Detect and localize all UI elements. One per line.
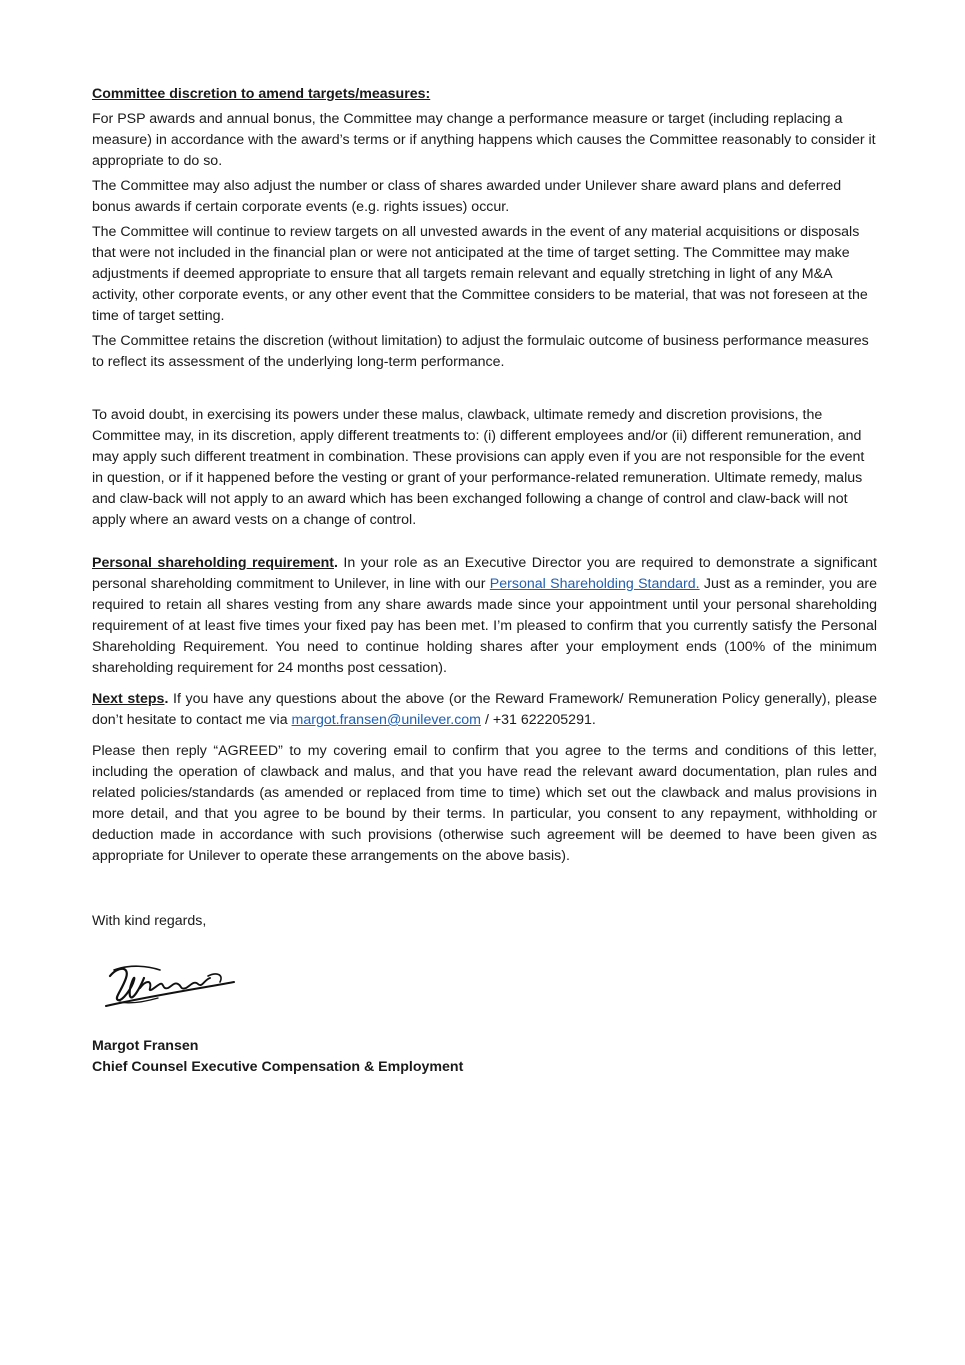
next-steps-label: Next steps (92, 691, 165, 707)
discretion-paragraph-3: The Committee will continue to review targets on all unvested awards in the event of any material acquisitions or disposals that were not included in the financial plan or were not anticipated at the time of target setting. The Committee may make adjustments if deemed appropriate to ensure that all targets remain relevant and equally stretching in light of any M&A activity, other corporate events, or any other event that the Committee considers to be material, that was not foreseen at the time of target setting. (92, 224, 868, 324)
shareholding-label-dot: . (333, 555, 338, 571)
letter-page (92, 84, 877, 1078)
email-link[interactable]: margot.fransen@unilever.com (291, 712, 481, 728)
agreement-paragraph: Please then reply “AGREED” to my covering email to confirm that you agree to the terms and conditions of this letter, including the operation of clawback and malus, and that you have read the relevant award documentation, plan rules and related policies/standards (as amended or replaced from time to time) which set out the clawback and malus provisions in more detail, and that you agree to be bound by their terms. In particular, you consent to any repayment, withholding or deduction made in accordance with such provisions (otherwise such agreement will be deemed to have been given as appropriate for Unilever to operate these arrangements on the above basis). (92, 743, 877, 864)
personal-shareholding-standard-link[interactable]: Personal Shareholding Standard. (489, 576, 700, 592)
avoid-doubt-paragraph: To avoid doubt, in exercising its powers under these malus, clawback, ultimate remedy and discretion provisions, the Committee may, in its discretion, apply different treatments to: (i) different employees and/or (ii) different remuneration, and may apply such different treatment in combination. These provisions can apply even if you are not responsible for the event in question, or if it happened before the vesting or grant of your performance-related remuneration. Ultimate remedy, malus and claw-back will not apply to an award which has been exchanged following a change of control and claw-back will not apply where an award vests on a change of control. (92, 407, 865, 528)
shareholding-text-after-link: Just as a reminder, you are required to retain all shares vesting from any share awards made since your appointment until your personal shareholding requirement of at least five times your fixed pay has been met. I’m pleased to confirm that you currently satisfy the Personal Shareholding Requirement. You need to continue holding shares after your employment ends (100% of the minimum shareholding requirement for 24 months post cessation). (92, 576, 877, 676)
discretion-heading: Committee discretion to amend targets/measures: (92, 86, 431, 102)
shareholding-label: Personal shareholding requirement (92, 555, 334, 571)
signatory-title: Chief Counsel Executive Compensation & Employment (92, 1059, 464, 1075)
spacer (92, 377, 877, 405)
signature-image (100, 958, 240, 1014)
signature (100, 958, 240, 1014)
next-steps-text-before-email: If you have any questions about the above (or the Reward Framework/ Remuneration Policy generally), please don’t hesitate to contact me via (92, 691, 877, 728)
next-steps-label-dot: . (164, 691, 169, 707)
discretion-paragraph-4: The Committee retains the discretion (without limitation) to adjust the formulaic outcome of business performance measures to reflect its assessment of the underlying long-term performance. (92, 333, 869, 370)
discretion-paragraph-2: The Committee may also adjust the number or class of shares awarded under Unilever share award plans and deferred bonus awards if certain corporate events (e.g. rights issues) occur. (92, 178, 842, 215)
next-steps-paragraph (92, 689, 877, 731)
signatory-name: Margot Fransen (92, 1038, 199, 1054)
shareholding-text-before-link: In your role as an Executive Director you are required to demonstrate a significant personal shareholding commitment to Unilever, in line with our (92, 555, 877, 592)
next-steps-text-after-email: / +31 622205291. (481, 712, 596, 728)
spacer (92, 535, 877, 553)
shareholding-paragraph (92, 553, 877, 679)
discretion-paragraph-1: For PSP awards and annual bonus, the Committee may change a performance measure or target (including replacing a measure) in accordance with the award’s terms or if anything happens which causes the Committee reasonably to consider it appropriate to do so. (92, 111, 876, 169)
closing-text: With kind regards, (92, 913, 207, 929)
spacer (92, 871, 877, 911)
